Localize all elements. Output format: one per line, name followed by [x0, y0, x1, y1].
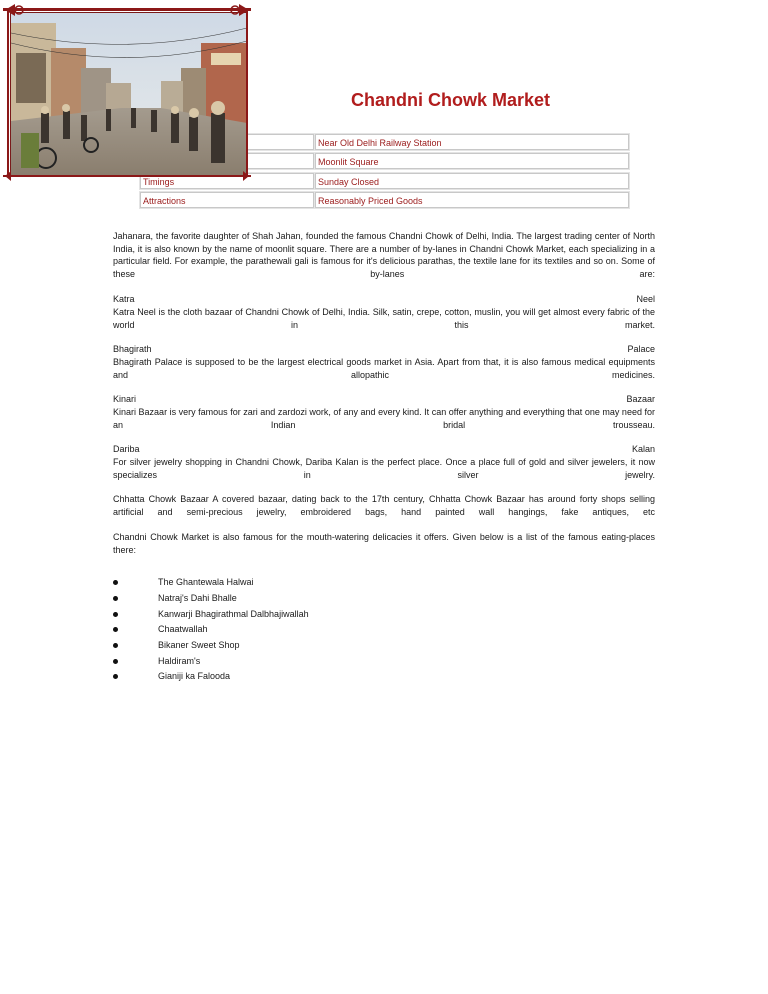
info-row	[140, 192, 630, 210]
eating-intro-paragraph: Chandni Chowk Market is also famous for the mouth-watering delicacies it offers. Given below is a list of the famous eating-places there:	[113, 532, 655, 555]
market-street-image	[11, 13, 247, 175]
chhatta-paragraph: Chhatta Chowk Bazaar A covered bazaar, dating back to the 17th century, Chhatta Chowk Bazaar has around forty shops selling artificial and semi-precious jewelry, embroidered bags, hand painted wall hangings, fake antiques, etc	[113, 494, 655, 517]
section-heading	[113, 343, 655, 355]
info-value: Moonlit Square	[315, 153, 629, 169]
section-heading-right: Bazaar	[626, 394, 655, 404]
intro-paragraph: Jahanara, the favorite daughter of Shah Jahan, founded the famous Chandni Chowk of Delhi, India. The largest trading center of North India, it is also known by the name of moonlit square. There are a number of by-lanes in Chandni Chowk Market, each specializing in a particular field. For example, the parathewali gali is famous for it's delicious parathas, the textile lane for its textiles and so on. Some of these by-lanes are:	[113, 231, 655, 279]
section-text: Bhagirath Palace is supposed to be the largest electrical goods market in Asia. Apart from that, it is also famous medical equipments and allopathic medicines.	[113, 357, 655, 380]
frame-ornament-bottom-icon	[3, 171, 251, 181]
info-key: Attractions	[140, 192, 314, 208]
section-heading-right: Neel	[636, 294, 655, 304]
street-photo-frame	[3, 3, 251, 178]
bullet-icon	[113, 627, 118, 632]
bullet-icon	[113, 674, 118, 679]
bullet-icon	[113, 596, 118, 601]
eating-place-name: Natraj's Dahi Bhalle	[158, 593, 237, 603]
eating-place-name: The Ghantewala Halwai	[158, 577, 254, 587]
section-text: Katra Neel is the cloth bazaar of Chandni Chowk of Delhi, India. Silk, satin, crepe, cotton, muslin, you will get almost every fabric of the world in this market.	[113, 307, 655, 330]
page-title: Chandni Chowk Market	[351, 90, 551, 110]
section-heading-left: Katra	[113, 294, 135, 304]
info-key: Timings	[140, 173, 314, 189]
info-value: Near Old Delhi Railway Station	[315, 134, 629, 150]
eating-place-name: Kanwarji Bhagirathmal Dalbhajiwallah	[158, 609, 309, 619]
info-value: Reasonably Priced Goods	[315, 192, 629, 208]
frame-border-right	[246, 8, 248, 177]
street-photo	[10, 12, 248, 176]
bullet-icon	[113, 643, 118, 648]
eating-place-name: Gianiji ka Falooda	[158, 671, 231, 681]
eating-place-name: Chaatwallah	[158, 624, 208, 634]
eating-place-name: Haldiram's	[158, 656, 201, 666]
frame-ornament-icon	[3, 3, 251, 17]
bullet-icon	[113, 580, 118, 585]
bullet-icon	[113, 659, 118, 664]
section-text: Kinari Bazaar is very famous for zari and zardozi work, of any and every kind. It can offer anything and everything that one may need for an Indian bridal trousseau.	[113, 407, 655, 430]
bullet-icon	[113, 612, 118, 617]
section-heading-left: Kinari	[113, 394, 137, 404]
section-heading-left: Bhagirath	[113, 344, 152, 354]
section-heading	[113, 293, 655, 305]
section-heading-right: Palace	[627, 344, 655, 354]
section-heading	[113, 393, 655, 405]
section-heading-right: Kalan	[631, 444, 655, 454]
eating-place-name: Bikaner Sweet Shop	[158, 640, 240, 650]
section-heading	[113, 443, 655, 455]
info-value: Sunday Closed	[315, 173, 629, 189]
frame-border-left	[7, 8, 9, 177]
section-heading-left: Dariba	[113, 444, 140, 454]
section-text: For silver jewelry shopping in Chandni Chowk, Dariba Kalan is the perfect place. Once a place full of gold and silver jewelers, it now specializes in silver jewelry.	[113, 457, 655, 480]
